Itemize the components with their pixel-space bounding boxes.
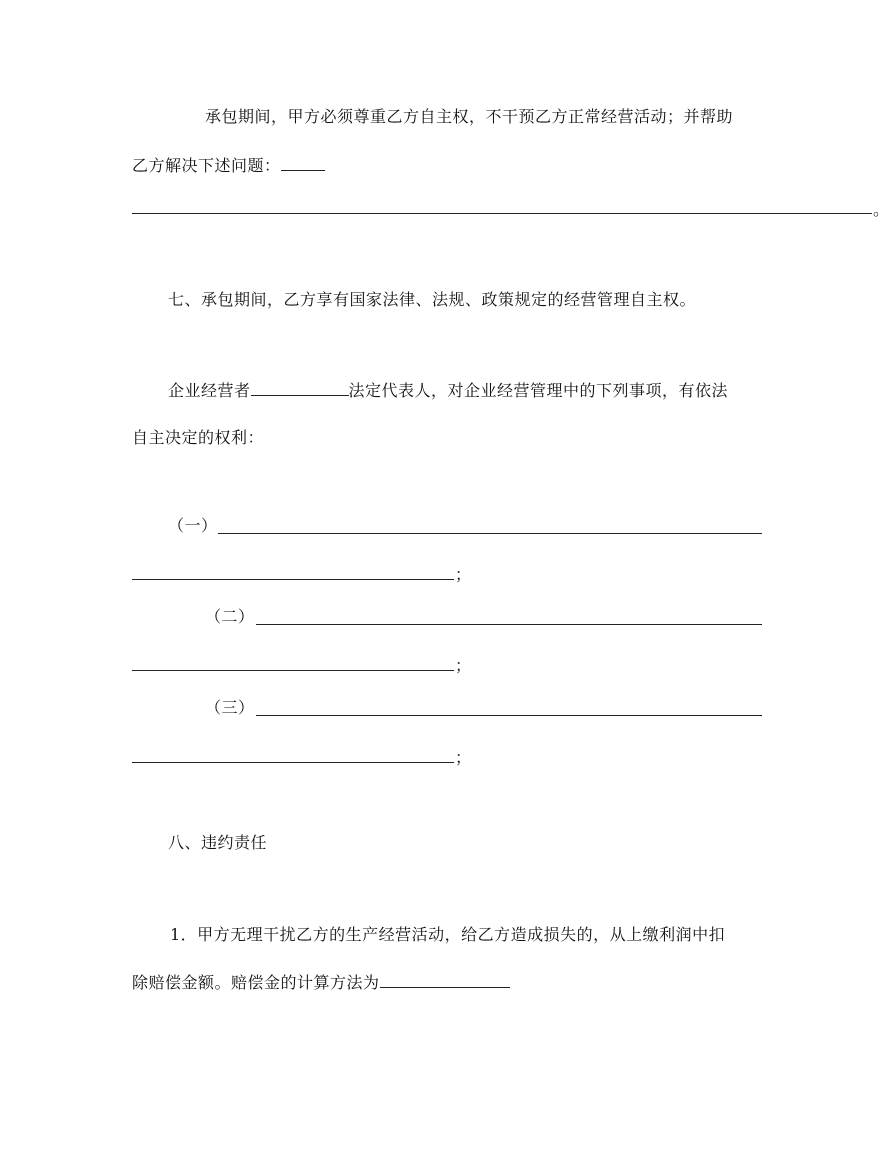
item-2-label-line (205, 607, 255, 627)
section-8-heading (168, 833, 267, 853)
item-3-blank-a[interactable] (256, 715, 762, 716)
item-3-label-line (205, 698, 255, 718)
item-3-blank-b[interactable] (132, 762, 454, 763)
section-8-item-1-text-2: 除赔偿金额。赔偿金的计算方法为 (132, 973, 380, 992)
item-2-end-line (455, 656, 472, 676)
section-7-line-2-text: 自主决定的权利： (132, 428, 265, 447)
obligations-line-3-end (873, 200, 890, 220)
obligations-blank-short[interactable] (281, 155, 325, 171)
section-8-item-1-text-1: 1．甲方无理干扰乙方的生产经营活动，给乙方造成损失的，从上缴利润中扣 (170, 925, 726, 944)
section-8-item-1-line-2 (132, 972, 510, 993)
section-7-pre-text: 企业经营者 (168, 381, 251, 400)
obligations-text-2: 乙方解决下述问题： (132, 156, 281, 175)
item-2-end: ； (455, 656, 472, 675)
item-3-end-line (455, 748, 472, 768)
item-1-label-line (168, 516, 218, 536)
section-7-heading (168, 290, 696, 310)
compensation-method-blank[interactable] (380, 972, 510, 988)
section-7-post-text: 法定代表人，对企业经营管理中的下列事项，有依法 (348, 381, 729, 400)
section-8-heading-text: 八、违约责任 (168, 833, 268, 852)
section-7-line-2 (132, 428, 264, 448)
section-7-line-1 (168, 380, 728, 401)
obligations-line-1 (205, 107, 733, 127)
item-3-label: （三） (205, 698, 255, 717)
obligations-end-mark: 。 (873, 200, 890, 219)
item-1-end: ； (455, 565, 472, 584)
section-7-heading-text: 七、承包期间，乙方享有国家法律、法规、政策规定的经营管理自主权。 (168, 290, 697, 309)
item-2-label: （二） (205, 607, 255, 626)
obligations-text-1: 承包期间，甲方必须尊重乙方自主权，不干预乙方正常经营活动；并帮助 (205, 107, 734, 126)
item-2-blank-b[interactable] (132, 670, 454, 671)
obligations-blank-long[interactable] (132, 213, 872, 214)
item-1-blank-b[interactable] (132, 579, 454, 580)
item-1-blank-a[interactable] (218, 533, 762, 534)
item-2-blank-a[interactable] (256, 624, 762, 625)
item-1-label: （一） (168, 516, 218, 535)
section-8-item-1-line-1 (170, 925, 725, 945)
operator-name-blank[interactable] (251, 380, 349, 396)
item-3-end: ； (455, 748, 472, 767)
item-1-end-line (455, 565, 472, 585)
obligations-line-2 (132, 155, 325, 176)
